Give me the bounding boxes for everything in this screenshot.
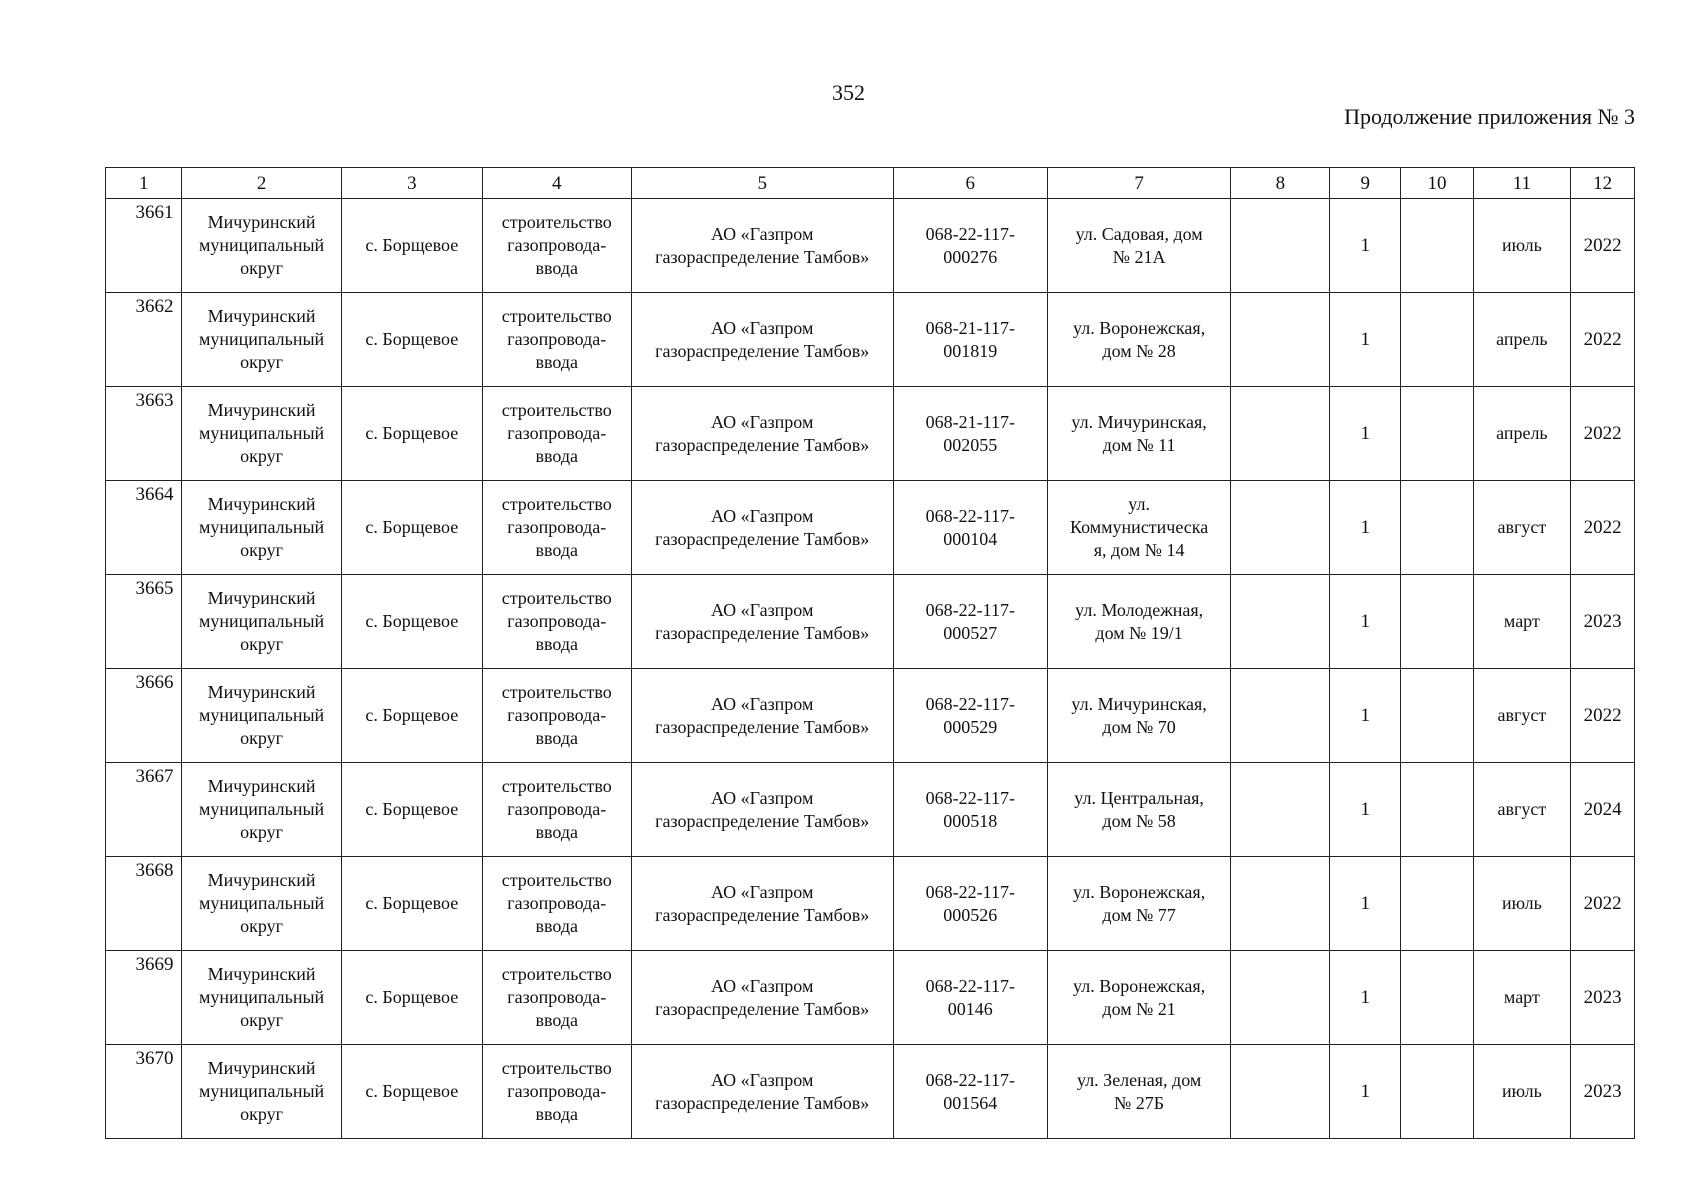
- organization-cell: [631, 293, 893, 387]
- code-line: 068-22-117-: [925, 223, 1015, 244]
- quantity-cell: 1: [1330, 951, 1401, 1045]
- quantity-cell: 1: [1330, 293, 1401, 387]
- year-cell: 2023: [1571, 1045, 1635, 1139]
- work-type-cell: [482, 857, 631, 951]
- address-line: ул. Молодежная,: [1075, 599, 1204, 620]
- work-type-line: газопровода-: [507, 423, 607, 443]
- address-line: Коммунистическа: [1070, 517, 1209, 537]
- code-cell: [893, 481, 1047, 575]
- column-header: 6: [893, 168, 1047, 199]
- district-cell: [182, 387, 341, 481]
- column-header: 10: [1401, 168, 1473, 199]
- code-cell: [893, 669, 1047, 763]
- row-number-cell: 3665: [106, 575, 182, 669]
- work-type-line: газопровода-: [507, 705, 607, 725]
- continuation-label: Продолжение приложения № 3: [1344, 104, 1635, 129]
- code-cell: [893, 763, 1047, 857]
- organization-line: газораспределение Тамбов»: [655, 340, 870, 361]
- column-10-cell: [1401, 387, 1473, 481]
- quantity-cell: 1: [1330, 763, 1401, 857]
- address-line: ул. Центральная,: [1074, 787, 1204, 808]
- quantity-cell: 1: [1330, 1045, 1401, 1139]
- district-line: Мичуринский: [207, 212, 316, 232]
- row-number-cell: 3661: [106, 199, 182, 293]
- quantity-cell: 1: [1330, 669, 1401, 763]
- district-line: округ: [240, 916, 284, 936]
- locality-cell: с. Борщевое: [341, 951, 482, 1045]
- document-table: [105, 167, 1635, 1139]
- quantity-cell: 1: [1330, 481, 1401, 575]
- work-type-line: строительство: [501, 400, 612, 420]
- work-type-line: строительство: [501, 494, 612, 514]
- column-10-cell: [1401, 1045, 1473, 1139]
- organization-line: АО «Газпром: [711, 599, 814, 620]
- code-line: 068-21-117-: [925, 411, 1015, 432]
- code-line: 068-22-117-: [925, 599, 1015, 620]
- address-cell: [1047, 575, 1231, 669]
- code-line: 000527: [943, 622, 998, 643]
- row-number-cell: 3668: [106, 857, 182, 951]
- address-line: дом № 70: [1102, 716, 1176, 737]
- row-number-cell: 3670: [106, 1045, 182, 1139]
- quantity-cell: 1: [1330, 857, 1401, 951]
- district-line: муниципальный: [198, 423, 325, 443]
- year-cell: 2022: [1571, 481, 1635, 575]
- column-header: 4: [482, 168, 631, 199]
- work-type-line: ввода: [535, 1104, 578, 1124]
- code-cell: [893, 293, 1047, 387]
- column-header: 1: [106, 168, 182, 199]
- code-line: 068-22-117-: [925, 975, 1015, 996]
- address-line: я, дом № 14: [1093, 540, 1185, 560]
- organization-line: АО «Газпром: [711, 1069, 814, 1090]
- table-row: [106, 199, 1635, 293]
- organization-line: АО «Газпром: [711, 505, 814, 526]
- district-cell: [182, 481, 341, 575]
- work-type-line: строительство: [501, 682, 612, 702]
- column-header: 9: [1330, 168, 1401, 199]
- column-10-cell: [1401, 857, 1473, 951]
- header-row: [106, 168, 1635, 199]
- district-line: Мичуринский: [207, 306, 316, 326]
- district-line: муниципальный: [198, 329, 325, 349]
- organization-line: АО «Газпром: [711, 317, 814, 338]
- organization-line: газораспределение Тамбов»: [655, 998, 870, 1019]
- code-line: 000276: [943, 246, 998, 267]
- month-cell: июль: [1473, 857, 1571, 951]
- work-type-line: газопровода-: [507, 235, 607, 255]
- district-line: округ: [240, 1104, 284, 1124]
- organization-line: газораспределение Тамбов»: [655, 1092, 870, 1113]
- row-number-cell: 3667: [106, 763, 182, 857]
- table-row: [106, 481, 1635, 575]
- district-cell: [182, 1045, 341, 1139]
- table-row: [106, 387, 1635, 481]
- organization-cell: [631, 1045, 893, 1139]
- address-cell: [1047, 1045, 1231, 1139]
- organization-line: газораспределение Тамбов»: [655, 904, 870, 925]
- column-10-cell: [1401, 951, 1473, 1045]
- district-line: муниципальный: [198, 705, 325, 725]
- column-10-cell: [1401, 669, 1473, 763]
- month-cell: март: [1473, 951, 1571, 1045]
- column-10-cell: [1401, 575, 1473, 669]
- work-type-line: строительство: [501, 776, 612, 796]
- address-line: ул. Зеленая, дом: [1076, 1069, 1202, 1090]
- column-8-cell: [1231, 1045, 1330, 1139]
- column-8-cell: [1231, 293, 1330, 387]
- district-line: округ: [240, 728, 284, 748]
- column-8-cell: [1231, 575, 1330, 669]
- district-cell: [182, 669, 341, 763]
- year-cell: 2023: [1571, 575, 1635, 669]
- district-cell: [182, 575, 341, 669]
- work-type-line: строительство: [501, 870, 612, 890]
- column-header: 12: [1571, 168, 1635, 199]
- work-type-line: газопровода-: [507, 799, 607, 819]
- column-header: 3: [341, 168, 482, 199]
- month-cell: апрель: [1473, 293, 1571, 387]
- district-line: округ: [240, 352, 284, 372]
- work-type-cell: [482, 763, 631, 857]
- table-row: [106, 951, 1635, 1045]
- code-line: 001564: [943, 1092, 998, 1113]
- code-line: 000529: [943, 716, 998, 737]
- work-type-line: газопровода-: [507, 329, 607, 349]
- district-line: округ: [240, 634, 284, 654]
- address-line: ул. Воронежская,: [1073, 975, 1206, 996]
- district-line: округ: [240, 446, 284, 466]
- month-cell: март: [1473, 575, 1571, 669]
- month-cell: август: [1473, 763, 1571, 857]
- locality-cell: с. Борщевое: [341, 575, 482, 669]
- address-line: ул. Воронежская,: [1073, 317, 1206, 338]
- organization-line: газораспределение Тамбов»: [655, 528, 870, 549]
- table-row: [106, 857, 1635, 951]
- organization-line: АО «Газпром: [711, 881, 814, 902]
- district-cell: [182, 763, 341, 857]
- locality-cell: с. Борщевое: [341, 669, 482, 763]
- work-type-cell: [482, 575, 631, 669]
- work-type-line: ввода: [535, 540, 578, 560]
- work-type-line: строительство: [501, 212, 612, 232]
- work-type-line: ввода: [535, 822, 578, 842]
- work-type-line: ввода: [535, 634, 578, 654]
- work-type-cell: [482, 481, 631, 575]
- address-cell: [1047, 199, 1231, 293]
- organization-line: АО «Газпром: [711, 223, 814, 244]
- locality-cell: с. Борщевое: [341, 857, 482, 951]
- work-type-line: ввода: [535, 258, 578, 278]
- code-line: 068-22-117-: [925, 505, 1015, 526]
- column-8-cell: [1231, 199, 1330, 293]
- row-number-cell: 3666: [106, 669, 182, 763]
- organization-cell: [631, 669, 893, 763]
- code-line: 000104: [943, 528, 998, 549]
- locality-cell: с. Борщевое: [341, 199, 482, 293]
- organization-line: газораспределение Тамбов»: [655, 810, 870, 831]
- month-cell: июль: [1473, 1045, 1571, 1139]
- address-line: дом № 11: [1102, 434, 1176, 455]
- address-line: дом № 19/1: [1095, 622, 1183, 643]
- work-type-line: строительство: [501, 588, 612, 608]
- code-cell: [893, 199, 1047, 293]
- row-number-cell: 3664: [106, 481, 182, 575]
- table-row: [106, 1045, 1635, 1139]
- table-row: [106, 763, 1635, 857]
- code-line: 068-22-117-: [925, 1069, 1015, 1090]
- district-cell: [182, 857, 341, 951]
- district-line: Мичуринский: [207, 964, 316, 984]
- work-type-line: газопровода-: [507, 517, 607, 537]
- year-cell: 2022: [1571, 293, 1635, 387]
- address-line: дом № 21: [1102, 998, 1176, 1019]
- district-line: Мичуринский: [207, 1058, 316, 1078]
- work-type-line: газопровода-: [507, 611, 607, 631]
- column-header: 11: [1473, 168, 1571, 199]
- table-body: [106, 199, 1635, 1139]
- column-8-cell: [1231, 481, 1330, 575]
- district-line: Мичуринский: [207, 588, 316, 608]
- column-10-cell: [1401, 293, 1473, 387]
- year-cell: 2022: [1571, 387, 1635, 481]
- address-line: ул. Садовая, дом: [1075, 223, 1203, 244]
- district-line: муниципальный: [198, 611, 325, 631]
- address-line: дом № 77: [1102, 904, 1176, 925]
- organization-cell: [631, 857, 893, 951]
- column-8-cell: [1231, 763, 1330, 857]
- address-line: № 27Б: [1114, 1092, 1165, 1113]
- address-line: ул. Мичуринская,: [1071, 693, 1207, 714]
- district-line: Мичуринский: [207, 776, 316, 796]
- quantity-cell: 1: [1330, 387, 1401, 481]
- column-10-cell: [1401, 763, 1473, 857]
- work-type-cell: [482, 669, 631, 763]
- organization-line: АО «Газпром: [711, 975, 814, 996]
- work-type-line: газопровода-: [507, 893, 607, 913]
- code-line: 001819: [943, 340, 998, 361]
- organization-cell: [631, 387, 893, 481]
- address-cell: [1047, 763, 1231, 857]
- document-table-container: [105, 167, 1635, 1139]
- column-8-cell: [1231, 857, 1330, 951]
- district-line: Мичуринский: [207, 400, 316, 420]
- month-cell: август: [1473, 481, 1571, 575]
- address-cell: [1047, 669, 1231, 763]
- column-10-cell: [1401, 199, 1473, 293]
- organization-cell: [631, 575, 893, 669]
- work-type-cell: [482, 951, 631, 1045]
- work-type-cell: [482, 293, 631, 387]
- district-cell: [182, 293, 341, 387]
- quantity-cell: 1: [1330, 575, 1401, 669]
- column-10-cell: [1401, 481, 1473, 575]
- code-cell: [893, 387, 1047, 481]
- organization-line: газораспределение Тамбов»: [655, 434, 870, 455]
- code-cell: [893, 575, 1047, 669]
- code-cell: [893, 951, 1047, 1045]
- organization-cell: [631, 199, 893, 293]
- district-line: Мичуринский: [207, 682, 316, 702]
- organization-line: газораспределение Тамбов»: [655, 716, 870, 737]
- work-type-line: ввода: [535, 1010, 578, 1030]
- organization-line: газораспределение Тамбов»: [655, 622, 870, 643]
- column-header: 2: [182, 168, 341, 199]
- organization-cell: [631, 763, 893, 857]
- work-type-line: ввода: [535, 352, 578, 372]
- work-type-line: строительство: [501, 964, 612, 984]
- month-cell: апрель: [1473, 387, 1571, 481]
- work-type-cell: [482, 199, 631, 293]
- table-row: [106, 669, 1635, 763]
- address-cell: [1047, 857, 1231, 951]
- column-header: 5: [631, 168, 893, 199]
- work-type-line: ввода: [535, 916, 578, 936]
- work-type-line: ввода: [535, 728, 578, 748]
- code-line: 00146: [947, 998, 993, 1019]
- district-line: округ: [240, 1010, 284, 1030]
- district-line: муниципальный: [198, 235, 325, 255]
- address-cell: [1047, 951, 1231, 1045]
- work-type-line: газопровода-: [507, 987, 607, 1007]
- address-line: № 21А: [1112, 246, 1166, 267]
- page-number: 352: [832, 80, 865, 105]
- column-8-cell: [1231, 951, 1330, 1045]
- quantity-cell: 1: [1330, 199, 1401, 293]
- code-line: 068-22-117-: [925, 693, 1015, 714]
- district-line: округ: [240, 258, 284, 278]
- work-type-line: строительство: [501, 306, 612, 326]
- column-header: 8: [1231, 168, 1330, 199]
- row-number-cell: 3669: [106, 951, 182, 1045]
- month-cell: август: [1473, 669, 1571, 763]
- address-line: дом № 58: [1102, 810, 1176, 831]
- code-cell: [893, 857, 1047, 951]
- year-cell: 2022: [1571, 669, 1635, 763]
- code-line: 000518: [943, 810, 998, 831]
- district-cell: [182, 199, 341, 293]
- code-line: 068-21-117-: [925, 317, 1015, 338]
- work-type-cell: [482, 1045, 631, 1139]
- organization-line: АО «Газпром: [711, 693, 814, 714]
- row-number-cell: 3663: [106, 387, 182, 481]
- organization-line: АО «Газпром: [711, 411, 814, 432]
- work-type-cell: [482, 387, 631, 481]
- district-line: округ: [240, 540, 284, 560]
- work-type-line: газопровода-: [507, 1081, 607, 1101]
- year-cell: 2022: [1571, 199, 1635, 293]
- code-cell: [893, 1045, 1047, 1139]
- column-8-cell: [1231, 387, 1330, 481]
- code-line: 000526: [943, 904, 998, 925]
- code-line: 002055: [943, 434, 998, 455]
- column-8-cell: [1231, 669, 1330, 763]
- organization-cell: [631, 481, 893, 575]
- district-line: Мичуринский: [207, 494, 316, 514]
- district-line: муниципальный: [198, 799, 325, 819]
- address-cell: [1047, 481, 1231, 575]
- year-cell: 2022: [1571, 857, 1635, 951]
- district-line: муниципальный: [198, 517, 325, 537]
- month-cell: июль: [1473, 199, 1571, 293]
- work-type-line: ввода: [535, 446, 578, 466]
- locality-cell: с. Борщевое: [341, 481, 482, 575]
- district-line: Мичуринский: [207, 870, 316, 890]
- organization-line: газораспределение Тамбов»: [655, 246, 870, 267]
- address-line: ул. Воронежская,: [1073, 881, 1206, 902]
- district-line: муниципальный: [198, 1081, 325, 1101]
- table-row: [106, 293, 1635, 387]
- code-line: 068-22-117-: [925, 881, 1015, 902]
- district-cell: [182, 951, 341, 1045]
- year-cell: 2023: [1571, 951, 1635, 1045]
- address-line: дом № 28: [1102, 340, 1176, 361]
- code-line: 068-22-117-: [925, 787, 1015, 808]
- locality-cell: с. Борщевое: [341, 1045, 482, 1139]
- row-number-cell: 3662: [106, 293, 182, 387]
- locality-cell: с. Борщевое: [341, 387, 482, 481]
- address-line: ул. Мичуринская,: [1071, 411, 1207, 432]
- work-type-line: строительство: [501, 1058, 612, 1078]
- locality-cell: с. Борщевое: [341, 293, 482, 387]
- district-line: муниципальный: [198, 893, 325, 913]
- address-line: ул.: [1128, 494, 1150, 514]
- organization-cell: [631, 951, 893, 1045]
- organization-line: АО «Газпром: [711, 787, 814, 808]
- address-cell: [1047, 293, 1231, 387]
- district-line: округ: [240, 822, 284, 842]
- column-header: 7: [1047, 168, 1231, 199]
- address-cell: [1047, 387, 1231, 481]
- table-row: [106, 575, 1635, 669]
- locality-cell: с. Борщевое: [341, 763, 482, 857]
- district-line: муниципальный: [198, 987, 325, 1007]
- year-cell: 2024: [1571, 763, 1635, 857]
